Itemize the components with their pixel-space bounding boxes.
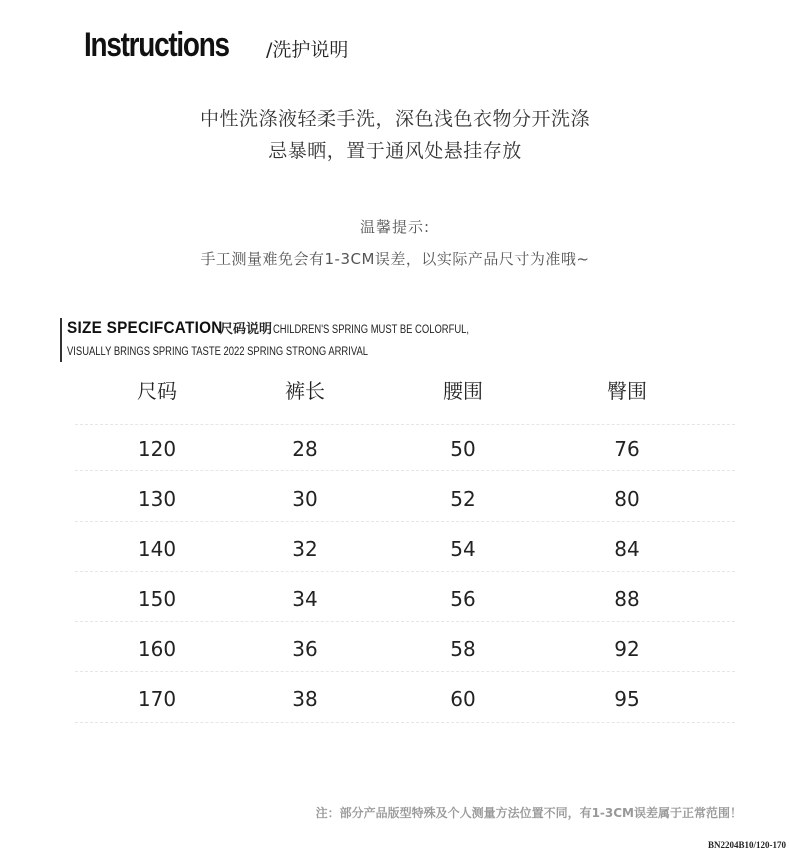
table-header-row <box>0 375 790 417</box>
footer-note: 注：部分产品版型特殊及个人测量方法位置不同，有1-3CM误差属于正常范围！ <box>315 806 742 820</box>
table-row <box>0 687 790 737</box>
header-cell-pants-length: 裤长 <box>285 379 325 403</box>
cell-size: 170 <box>137 687 177 711</box>
cell-hip: 84 <box>614 537 640 561</box>
row-divider <box>75 671 735 672</box>
cell-size: 120 <box>137 437 177 461</box>
row-divider <box>75 521 735 522</box>
header-cell-waist: 腰围 <box>443 379 483 403</box>
table-row <box>0 637 790 687</box>
size-spec-tagline-2: VISUALLY BRINGS SPRING TASTE 2022 SPRING STRONG ARRIVAL <box>67 346 368 358</box>
tip-title: 温馨提示: <box>359 218 431 236</box>
product-code: BN2204B10/120-170 <box>707 840 786 850</box>
cell-hip: 95 <box>614 687 640 711</box>
size-table <box>0 375 790 737</box>
cell-waist: 50 <box>450 437 476 461</box>
cell-pants-length: 34 <box>292 587 318 611</box>
cell-pants-length: 38 <box>292 687 318 711</box>
cell-size: 140 <box>137 537 177 561</box>
header-cell-hip: 臀围 <box>607 379 647 403</box>
instructions-heading <box>84 26 348 65</box>
row-divider <box>75 722 735 723</box>
instructions-subtitle: /洗护说明 <box>266 39 349 61</box>
instructions-title: Instructions <box>84 26 229 64</box>
cell-waist: 52 <box>450 487 476 511</box>
cell-pants-length: 32 <box>292 537 318 561</box>
table-row <box>0 537 790 587</box>
row-divider <box>75 424 735 425</box>
cell-hip: 80 <box>614 487 640 511</box>
tip-body: 手工测量难免会有1-3CM误差，以实际产品尺寸为准哦~ <box>200 250 590 268</box>
table-row <box>0 437 790 487</box>
table-row <box>0 587 790 637</box>
cell-hip: 92 <box>614 637 640 661</box>
care-instruction-line-1: 中性洗涤液轻柔手洗，深色浅色衣物分开洗涤 <box>199 108 590 130</box>
cell-size: 150 <box>137 587 177 611</box>
size-spec-title-cn: 尺码说明 <box>220 322 273 337</box>
cell-waist: 60 <box>450 687 476 711</box>
cell-hip: 76 <box>614 437 640 461</box>
cell-size: 160 <box>137 637 177 661</box>
cell-waist: 58 <box>450 637 476 661</box>
row-divider <box>75 470 735 471</box>
cell-pants-length: 28 <box>292 437 318 461</box>
size-spec-tagline-1: CHILDREN'S SPRING MUST BE COLORFUL, <box>273 324 470 336</box>
cell-hip: 88 <box>614 587 640 611</box>
table-row <box>0 487 790 537</box>
cell-pants-length: 30 <box>292 487 318 511</box>
cell-size: 130 <box>137 487 177 511</box>
row-divider <box>75 621 735 622</box>
size-spec-header <box>60 318 512 362</box>
cell-waist: 56 <box>450 587 476 611</box>
cell-pants-length: 36 <box>292 637 318 661</box>
cell-waist: 54 <box>450 537 476 561</box>
size-spec-title: SIZE SPECIFCATION <box>67 318 223 337</box>
header-cell-size: 尺码 <box>137 379 177 403</box>
row-divider <box>75 571 735 572</box>
care-instruction-line-2: 忌暴晒，置于通风处悬挂存放 <box>268 140 522 162</box>
